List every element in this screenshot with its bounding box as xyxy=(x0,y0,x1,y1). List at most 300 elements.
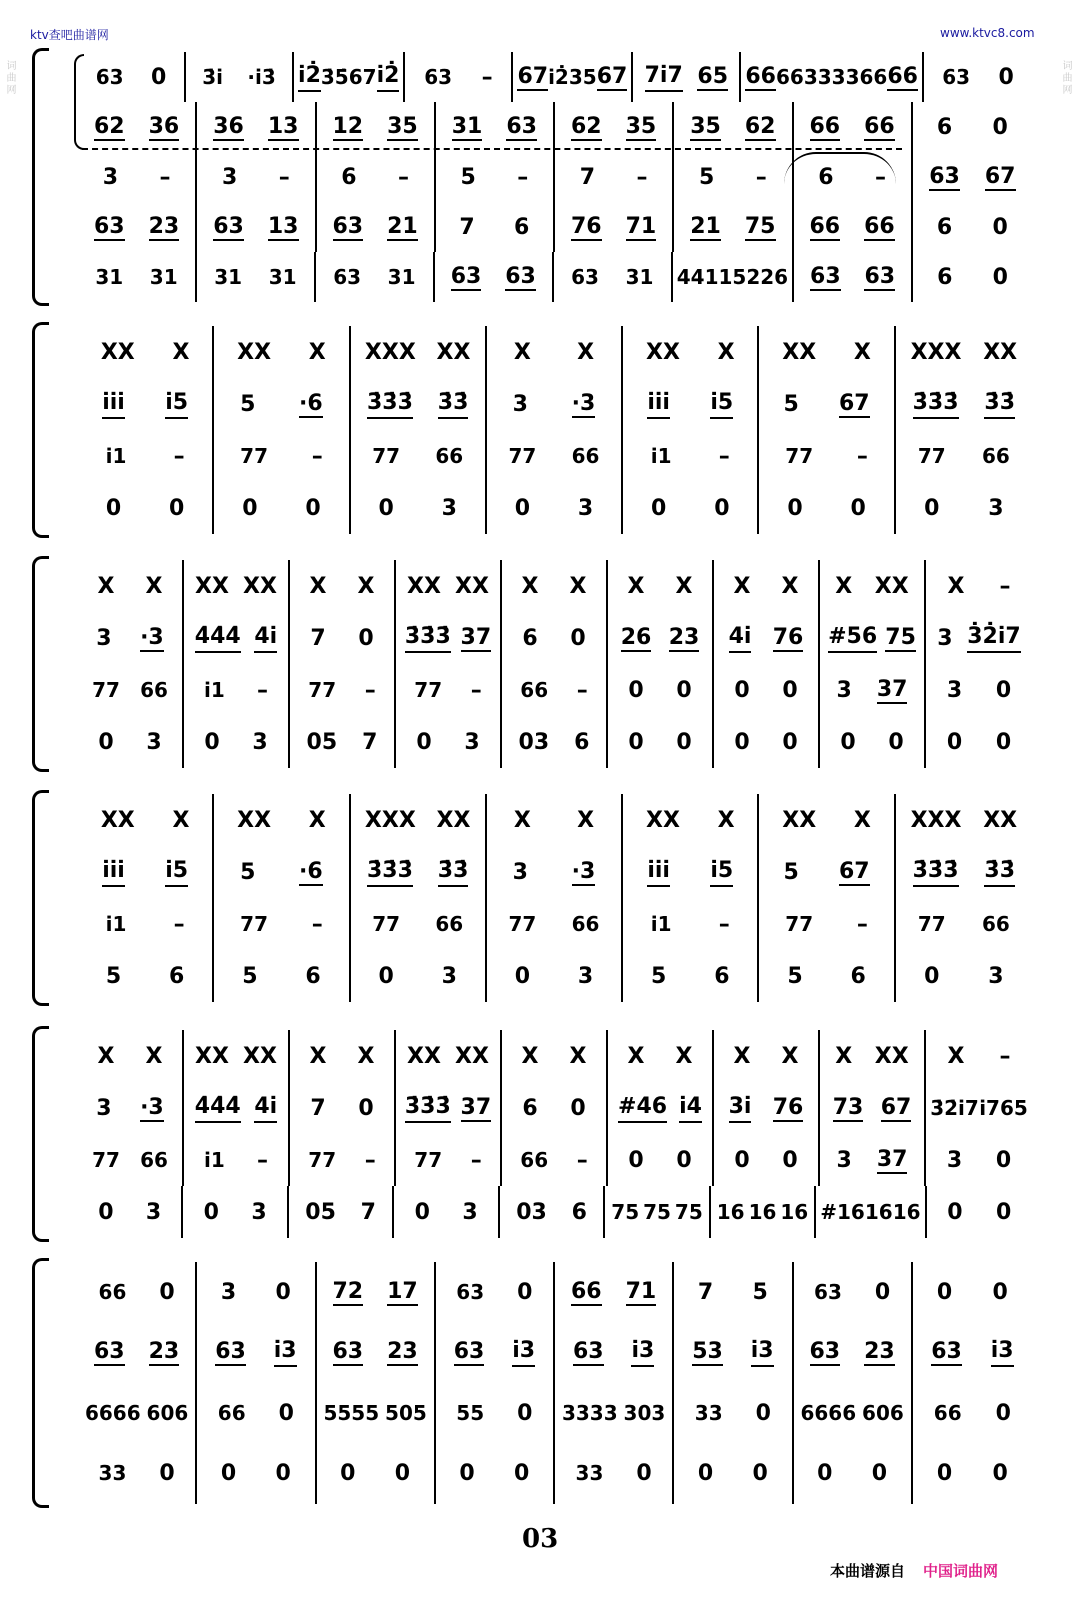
note-group: 606 xyxy=(146,1400,189,1425)
note-group: 0 xyxy=(570,1095,586,1121)
note-group: 33 xyxy=(98,1461,127,1486)
note-group: 0 xyxy=(570,625,586,651)
measure xyxy=(197,152,316,202)
measure xyxy=(896,430,1032,482)
note-group: 5 xyxy=(783,859,799,885)
note-group: #16 xyxy=(820,1199,865,1224)
measure xyxy=(436,1383,555,1444)
system-brace xyxy=(32,48,49,306)
note-group: 75 xyxy=(611,1199,640,1224)
measure xyxy=(555,1444,674,1505)
note-group: – xyxy=(517,164,529,190)
note-group: 0 xyxy=(995,1147,1012,1173)
note-group: 5 xyxy=(242,963,258,989)
note-group: 0 xyxy=(787,495,803,521)
note-group: 3 xyxy=(836,1147,852,1173)
note-group: 77 xyxy=(92,1147,120,1172)
staff-row xyxy=(78,950,1032,1002)
measure xyxy=(78,898,214,950)
note-group: i̇3 xyxy=(631,1338,654,1367)
note-group: 7i̇7 xyxy=(645,63,683,92)
note-group: 3̇3̇ xyxy=(438,390,469,419)
measure xyxy=(820,664,926,716)
note-group: – xyxy=(999,573,1011,599)
measure xyxy=(926,664,1032,716)
note-group: 0 xyxy=(414,1199,430,1225)
note-group: 505 xyxy=(385,1400,427,1425)
note-group: X xyxy=(577,339,595,365)
measure xyxy=(608,1134,714,1186)
note-group: #56 xyxy=(828,624,877,653)
measure xyxy=(78,794,214,846)
measure xyxy=(555,102,674,152)
note-group: i̇i̇i̇ xyxy=(647,390,670,419)
measure xyxy=(608,1082,714,1134)
measure xyxy=(513,52,633,102)
note-group: 0 xyxy=(203,1199,219,1225)
note-group: XXX xyxy=(364,807,416,833)
measure xyxy=(502,1030,608,1082)
measure xyxy=(214,950,350,1002)
measure xyxy=(78,1030,184,1082)
note-group: 37 xyxy=(460,1094,492,1120)
note-group: 37 xyxy=(460,624,492,650)
note-group: 0 xyxy=(888,729,904,755)
measure xyxy=(913,1444,1032,1505)
measure xyxy=(290,664,396,716)
measure xyxy=(714,612,820,664)
measure xyxy=(78,152,197,202)
measure xyxy=(502,1082,608,1134)
note-group: 37 xyxy=(876,676,908,702)
note-group: 0 xyxy=(782,729,798,755)
note-group: 0 xyxy=(995,1400,1011,1426)
measure xyxy=(214,430,350,482)
note-group: 0 xyxy=(378,963,394,989)
staff-row xyxy=(78,716,1032,768)
measure xyxy=(351,378,487,430)
note-group: 5 xyxy=(752,1279,768,1305)
note-group: 5 xyxy=(651,963,667,989)
note-group: 3̇3̇3̇ xyxy=(367,858,413,887)
measure xyxy=(487,430,623,482)
note-group: X xyxy=(947,573,965,599)
measure xyxy=(674,1262,793,1323)
note-group: 67 xyxy=(517,63,549,89)
note-group: 0 xyxy=(278,1400,294,1426)
note-group: 77 xyxy=(414,677,443,702)
note-group: i̇5 xyxy=(710,390,733,419)
staff-row xyxy=(78,378,1032,430)
note-group: 0 xyxy=(817,1461,833,1487)
note-group: XX xyxy=(782,807,817,833)
note-group: – xyxy=(636,164,648,190)
note-group: 4i̇ xyxy=(254,624,277,653)
note-group: 31 xyxy=(451,113,483,139)
note-group: 0 xyxy=(220,1461,237,1487)
note-group: 12 xyxy=(332,113,364,139)
measure xyxy=(184,560,290,612)
note-group: 7 xyxy=(362,729,378,755)
measure xyxy=(317,102,436,152)
note-group: X xyxy=(308,339,326,365)
note-group: i̇i̇i̇ xyxy=(647,858,670,887)
note-group: 5 xyxy=(105,963,122,989)
note-group: 77 xyxy=(917,911,946,936)
staff-row xyxy=(78,1030,1032,1082)
note-group: i̇5 xyxy=(165,858,188,887)
measure xyxy=(794,202,913,252)
measure xyxy=(926,1134,1032,1186)
measure xyxy=(502,664,608,716)
measure xyxy=(608,664,714,716)
measure xyxy=(794,1262,913,1323)
note-group: 6 xyxy=(936,214,953,240)
note-group: 66 xyxy=(745,63,776,89)
note-group: X xyxy=(717,339,735,365)
measure xyxy=(290,560,396,612)
note-group: 63 xyxy=(506,113,537,139)
note-group: 63 xyxy=(94,213,125,239)
note-group: 16 xyxy=(748,1199,777,1224)
note-group: 0 xyxy=(517,1279,533,1305)
note-group: 77 xyxy=(372,911,401,936)
measure xyxy=(913,202,1032,252)
note-group: XX xyxy=(195,1043,229,1069)
measure xyxy=(351,794,487,846)
measure xyxy=(913,152,1032,202)
note-group: 63 xyxy=(809,1339,841,1365)
measure xyxy=(926,612,1032,664)
note-group: 0 xyxy=(998,64,1014,90)
note-group: 31 xyxy=(149,264,178,289)
measure xyxy=(502,716,608,768)
measure xyxy=(78,612,184,664)
measure xyxy=(290,1030,396,1082)
note-group: 66 xyxy=(435,443,464,468)
measure xyxy=(623,378,759,430)
note-group: 6 xyxy=(514,214,530,240)
note-group: XX xyxy=(407,573,441,599)
score-system xyxy=(32,48,1032,306)
note-group: 0 xyxy=(275,1461,291,1487)
measure xyxy=(184,1030,290,1082)
staff-row xyxy=(78,560,1032,612)
measure xyxy=(184,1082,290,1134)
note-group: 62 xyxy=(94,113,125,139)
note-group: 0 xyxy=(936,1279,953,1305)
note-group: 66 xyxy=(887,63,918,89)
measure xyxy=(820,560,926,612)
measure xyxy=(78,482,214,534)
note-group: 0 xyxy=(204,729,220,755)
note-group: 4i̇ xyxy=(254,1094,277,1123)
note-group: 31 xyxy=(268,264,297,289)
note-group: 6 xyxy=(818,164,834,190)
note-group: 0 xyxy=(992,1279,1008,1305)
note-group: 66 xyxy=(571,443,600,468)
note-group: 0 xyxy=(995,729,1012,755)
note-group: 0 xyxy=(734,729,750,755)
note-group: 0 xyxy=(340,1461,356,1487)
note-group: 05 xyxy=(305,1199,336,1225)
measure xyxy=(913,1383,1032,1444)
note-group: 0 xyxy=(98,729,114,755)
measure xyxy=(294,52,405,102)
measure xyxy=(674,152,793,202)
note-group: – xyxy=(856,443,868,469)
measure xyxy=(78,664,184,716)
note-group: 0 xyxy=(995,677,1012,703)
note-group: – xyxy=(856,911,868,937)
measure xyxy=(759,430,895,482)
note-group: 62 xyxy=(744,113,776,139)
note-group: XX xyxy=(983,807,1018,833)
note-group: – xyxy=(159,164,171,190)
measure xyxy=(794,102,913,152)
note-group: 0 xyxy=(159,1279,175,1305)
note-group: 7 xyxy=(697,1279,714,1305)
note-group: 0 xyxy=(992,264,1008,290)
note-group: 67 xyxy=(838,858,870,884)
measure xyxy=(926,1082,1032,1134)
note-group: 76 xyxy=(571,213,602,239)
note-group: 3 xyxy=(96,625,112,651)
note-group: 606 xyxy=(862,1400,904,1425)
note-group: 76 xyxy=(772,1094,804,1120)
staff-row xyxy=(78,1186,1032,1238)
measure xyxy=(78,1262,197,1323)
note-group: ·i̇3̇ xyxy=(247,64,276,89)
note-group: XX xyxy=(455,1043,489,1069)
note-group: 0 xyxy=(840,729,856,755)
note-group: 5226 xyxy=(732,264,789,289)
note-group: i̇1 xyxy=(650,443,672,468)
measure xyxy=(396,612,502,664)
note-group: XXX xyxy=(910,807,962,833)
note-group: 7 xyxy=(459,214,475,240)
measure xyxy=(714,1030,820,1082)
note-group: 0 xyxy=(752,1461,768,1487)
measure xyxy=(623,430,759,482)
note-group: 5 xyxy=(460,164,476,190)
note-group: 03 xyxy=(516,1199,547,1225)
note-group: 67 xyxy=(838,390,870,416)
measure xyxy=(674,102,793,152)
note-group: ·3 xyxy=(571,390,596,416)
staff-row xyxy=(78,1134,1032,1186)
measure xyxy=(197,202,316,252)
note-group: 3̇2̇i̇7 xyxy=(930,1095,979,1120)
measure xyxy=(396,1082,502,1134)
measure xyxy=(78,430,214,482)
measure xyxy=(78,1444,197,1505)
note-group: 0 xyxy=(514,495,531,521)
note-group: XX xyxy=(782,339,817,365)
note-group: 6 xyxy=(937,264,953,290)
measure xyxy=(435,252,554,302)
measure xyxy=(741,52,924,102)
note-group: X xyxy=(577,807,595,833)
note-group: 5 xyxy=(698,164,715,190)
measure xyxy=(896,482,1032,534)
note-group: 0 xyxy=(517,1400,533,1426)
measure xyxy=(78,102,197,152)
measure xyxy=(820,1030,926,1082)
note-group: 3̇3̇3̇ xyxy=(405,1094,451,1123)
measure xyxy=(214,482,350,534)
note-group: 3 xyxy=(946,1147,963,1173)
note-group: 0 xyxy=(874,1279,891,1305)
note-group: 0 xyxy=(105,495,122,521)
note-group: 0 xyxy=(992,214,1008,240)
note-group: 0 xyxy=(394,1461,411,1487)
note-group: 3 xyxy=(577,963,594,989)
note-group: 77 xyxy=(508,443,537,468)
note-group: 3 xyxy=(512,391,528,417)
note-group: 303 xyxy=(623,1400,666,1425)
note-group: XX xyxy=(100,339,135,365)
measure xyxy=(674,1383,793,1444)
note-group: – xyxy=(718,911,730,937)
note-group: 0 xyxy=(946,729,963,755)
measure xyxy=(436,102,555,152)
measure xyxy=(436,202,555,252)
score-system xyxy=(32,1026,1032,1242)
measure xyxy=(317,202,436,252)
note-group: 3 xyxy=(462,1199,478,1225)
note-group: i̇4 xyxy=(679,1094,702,1123)
note-group: 16 xyxy=(864,1199,893,1224)
note-group: 73 xyxy=(832,1094,864,1120)
note-group: – xyxy=(470,677,482,703)
measure xyxy=(820,1134,926,1186)
measure xyxy=(405,52,513,102)
measure xyxy=(290,716,396,768)
note-group: 6 xyxy=(850,963,866,989)
note-group: 16 xyxy=(780,1199,809,1224)
note-group: 63 xyxy=(814,1279,842,1304)
measure xyxy=(317,1323,436,1384)
note-group: X xyxy=(717,807,735,833)
measure xyxy=(186,52,294,102)
note-group: 0 xyxy=(514,963,531,989)
note-group: ·6 xyxy=(299,858,323,884)
measure xyxy=(351,430,487,482)
note-group: 0 xyxy=(459,1461,475,1487)
measure xyxy=(317,152,436,202)
note-group: 75 xyxy=(674,1199,703,1224)
note-group: 0 xyxy=(992,114,1008,140)
measure xyxy=(623,898,759,950)
note-group: X xyxy=(835,573,853,599)
note-group: i̇2̇ xyxy=(377,63,400,92)
note-group: – xyxy=(256,1147,268,1173)
note-group: 63 xyxy=(864,263,896,289)
measure xyxy=(896,898,1032,950)
note-group: 77 xyxy=(372,443,401,468)
note-group: 03 xyxy=(518,729,550,755)
measure xyxy=(794,252,913,302)
measure xyxy=(351,950,487,1002)
measure xyxy=(816,1186,926,1238)
measure xyxy=(197,1444,316,1505)
staff-row xyxy=(78,898,1032,950)
note-group: 0 xyxy=(936,1461,953,1487)
note-group: 66 xyxy=(98,1279,127,1304)
note-group: 6 xyxy=(305,963,321,989)
note-group: X xyxy=(172,339,190,365)
staff-row xyxy=(78,152,1032,202)
note-group: 75 xyxy=(885,624,916,650)
measure xyxy=(214,378,350,430)
note-group: 63 xyxy=(450,263,482,289)
note-group: 63 xyxy=(931,1339,962,1365)
note-group: XX xyxy=(243,573,277,599)
note-group: 6666 xyxy=(800,1400,857,1425)
note-group: 33 xyxy=(694,1400,723,1425)
note-group: i̇2̇ xyxy=(298,63,321,92)
note-group: i̇1 xyxy=(650,911,672,936)
measure xyxy=(78,1134,184,1186)
note-group: 0 xyxy=(697,1461,714,1487)
note-group: – xyxy=(576,677,588,703)
note-group: X xyxy=(835,1043,853,1069)
note-group: i̇2̇35 xyxy=(548,64,597,89)
note-group: X xyxy=(947,1043,965,1069)
note-group: 62 xyxy=(571,113,602,139)
note-group: 3 xyxy=(251,1199,267,1225)
note-group: 3 xyxy=(464,729,480,755)
source-credit xyxy=(830,1560,998,1581)
note-group: 16 xyxy=(716,1199,745,1224)
measure xyxy=(78,252,197,302)
measure xyxy=(623,482,759,534)
note-group: i̇3 xyxy=(512,1338,535,1367)
note-group: 31 xyxy=(387,264,416,289)
note-group: – xyxy=(470,1147,482,1173)
note-group: X xyxy=(853,807,871,833)
note-group: 55 xyxy=(456,1400,485,1425)
note-group: 0 xyxy=(782,677,798,703)
note-group: 63 xyxy=(942,64,971,89)
note-group: 3̇3̇ xyxy=(438,858,469,887)
note-group: 6666 xyxy=(84,1400,141,1425)
note-group: 77 xyxy=(508,911,537,936)
note-group: XXX xyxy=(910,339,962,365)
measure xyxy=(623,326,759,378)
measure xyxy=(78,202,197,252)
note-group: 0 xyxy=(150,64,167,90)
measure xyxy=(214,326,350,378)
source-brand[interactable]: 中国词曲网 xyxy=(923,1562,999,1580)
staff-row xyxy=(78,846,1032,898)
note-group: 66 xyxy=(981,443,1010,468)
side-watermark-right: 词曲网 xyxy=(1060,60,1071,96)
measure xyxy=(673,252,794,302)
measure xyxy=(289,1186,394,1238)
staff-row xyxy=(78,252,1032,302)
system-brace xyxy=(32,322,49,538)
note-group: i̇5 xyxy=(710,858,733,887)
measure xyxy=(608,716,714,768)
note-group: X xyxy=(569,573,587,599)
note-group: X xyxy=(521,1043,539,1069)
note-group: – xyxy=(311,443,323,469)
note-group: 0 xyxy=(992,1461,1008,1487)
staff-row xyxy=(78,1383,1032,1444)
note-group: i̇i̇i̇ xyxy=(102,390,125,419)
